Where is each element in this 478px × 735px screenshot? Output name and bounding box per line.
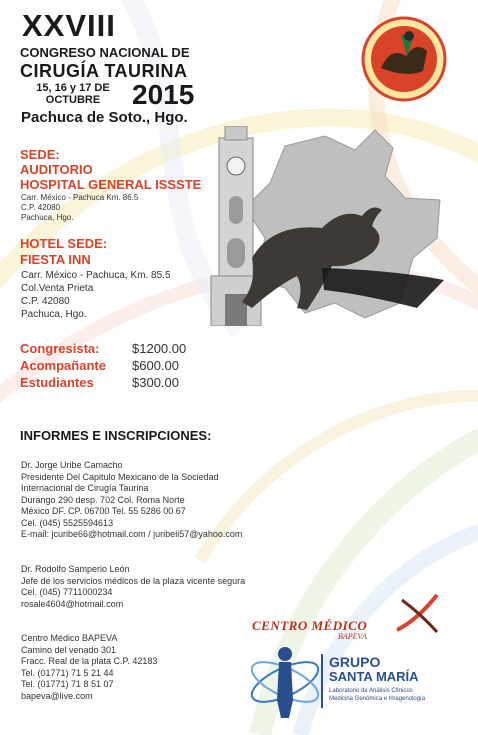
hotel-address-line: Col.Venta Prieta: [21, 283, 94, 294]
bullfighter-logo: [361, 16, 447, 102]
grupo-line2: SANTA MARÍA: [329, 669, 419, 684]
bull-image: [212, 198, 452, 328]
congress-city: Pachuca de Soto., Hgo.: [21, 109, 188, 126]
contact-line: Camino del venado 301: [21, 644, 117, 655]
congress-title-line1: CONGRESO NACIONAL DE: [20, 45, 190, 60]
contact-line: Fracc. Real de la plata C.P. 42183: [21, 656, 158, 666]
contact-line: Durango 290 desp. 702 Col. Roma Norte: [21, 494, 185, 505]
centro-medico-swoosh-icon: [392, 590, 442, 640]
contact-email: rosale4604@hotmail.com: [21, 598, 124, 609]
sede-address-line: Pachuca, Hgo.: [21, 213, 74, 222]
price-value: $600.00: [132, 358, 179, 373]
contact-line: Internacional de Cirugía Taurina: [21, 483, 149, 493]
contact-block-samperio: [21, 564, 245, 610]
contact-block-bapeva: [21, 633, 157, 702]
contact-line: México DF. CP. 06700 Tel. 55 5286 00 67: [21, 506, 186, 516]
contact-line: Cel. (045) 5525594613: [21, 517, 114, 528]
dates-line2: OCTUBRE: [45, 94, 101, 106]
logo-divider: [321, 654, 323, 708]
contact-line: Centro Médico BAPEVA: [21, 633, 118, 643]
sede-address-line: C.P. 42080: [21, 203, 60, 212]
contact-email: bapeva@live.com: [21, 690, 93, 701]
contact-line: Dr. Jorge Uribe Camacho: [21, 460, 123, 470]
grupo-santa-maria-logo: [245, 640, 445, 722]
contact-email: E-mail: jcuribe66@hotmail.com / juribeii57@yahoo.com: [21, 529, 243, 539]
centro-medico-logo: [252, 590, 442, 640]
hotel-address-line: C.P. 42080: [21, 296, 70, 307]
hotel-address: [21, 269, 171, 321]
price-row: [20, 374, 186, 391]
price-row: [20, 357, 186, 374]
hotel-label: HOTEL SEDE:: [20, 236, 108, 251]
hotel-name: FIESTA INN: [20, 252, 91, 267]
price-row: [20, 340, 186, 357]
price-label: Acompañante: [20, 358, 106, 373]
centro-medico-sub: BAPEVA: [338, 632, 367, 641]
sede-address: [21, 193, 138, 223]
grupo-line1: GRUPO: [329, 654, 381, 670]
atom-figure-icon: [245, 640, 325, 722]
sede-name-line2: HOSPITAL GENERAL ISSSTE: [20, 177, 202, 192]
informes-heading: INFORMES E INSCRIPCIONES:: [20, 428, 212, 443]
congress-year: 2015: [132, 79, 195, 110]
contact-block-uribe: [21, 460, 242, 541]
centro-medico-name: CENTRO MÉDICO: [252, 618, 368, 633]
contact-line: Jefe de los servicios médicos de la plaza vicente segura: [21, 575, 246, 586]
hotel-address-line: Pachuca, Hgo.: [21, 309, 87, 320]
contact-line: Presidente Del Capitulo Mexicano de la Sociedad: [21, 471, 219, 482]
contact-line: Tel. (01771) 71 5 21 44: [21, 667, 114, 678]
price-value: $1200.00: [132, 341, 187, 356]
grupo-sub1: Laboratorio de Análisis Clínicos: [329, 688, 413, 694]
contact-line: Cel. (045) 7711000234: [21, 587, 113, 597]
grupo-sub2: Medicina Genómica e Imagenología: [329, 696, 426, 702]
price-label: Estudiantes: [20, 375, 94, 390]
congress-title-line2: CIRUGÍA TAURINA: [20, 61, 188, 81]
sede-name-line1: AUDITORIO: [20, 162, 93, 177]
price-value: $300.00: [132, 375, 179, 390]
congress-edition: XXVIII: [22, 8, 116, 43]
hotel-address-line: Carr. México - Pachuca, Km. 85.5: [21, 270, 171, 281]
sede-address-line: Carr. México - Pachuca Km. 86.5: [21, 193, 139, 202]
contact-line: Dr. Rodolfo Samperio León: [21, 564, 130, 574]
dates-line1: 15, 16 y 17 DE: [36, 82, 110, 94]
contact-line: Tel. (01771) 71 8 51 07: [21, 679, 114, 689]
price-list: [20, 340, 186, 391]
congress-dates: [20, 82, 126, 106]
price-label: Congresista:: [20, 341, 100, 356]
sede-label: SEDE:: [20, 147, 60, 162]
